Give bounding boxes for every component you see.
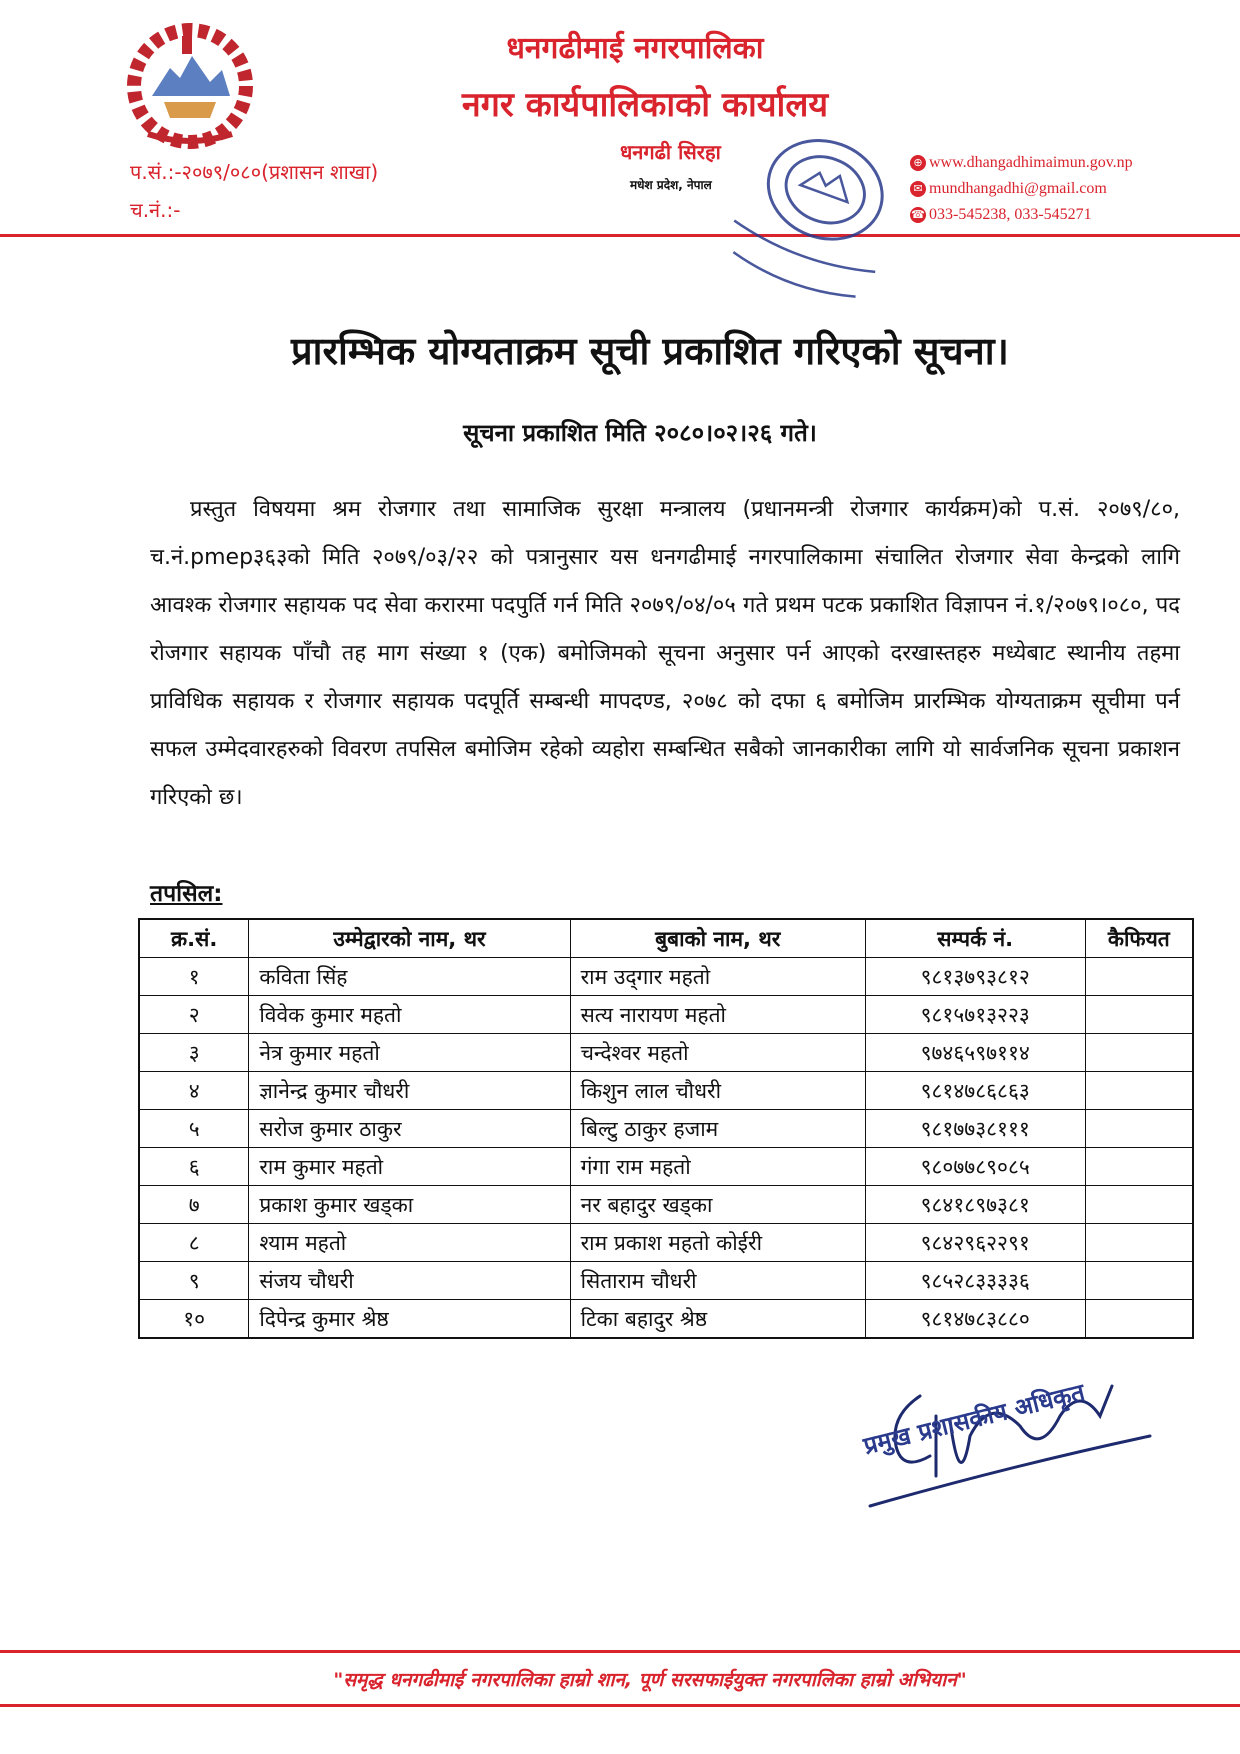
header-remarks: कैफियत	[1085, 919, 1193, 958]
office-stamp	[700, 118, 930, 318]
cell-serial: ४	[139, 1072, 249, 1110]
cell-serial: ८	[139, 1224, 249, 1262]
cell-serial: ६	[139, 1148, 249, 1186]
cell-candidate-name: श्याम महतो	[249, 1224, 570, 1262]
footer-slogan: "समृद्ध धनगढीमाई नगरपालिका हाम्रो शान, पूर्ण सरसफाईयुक्त नगरपालिका हाम्रो अभियान"	[333, 1669, 967, 1691]
cell-serial: २	[139, 996, 249, 1034]
cell-contact-no: ९८१४७८६८६३	[865, 1072, 1085, 1110]
cell-serial: ५	[139, 1110, 249, 1148]
cell-remarks	[1085, 958, 1193, 996]
cell-contact-no: ९८१३७९३८१२	[865, 958, 1085, 996]
table-row	[139, 958, 1193, 996]
published-date: सूचना प्रकाशित मिति २०८०।०२।२६ गते।	[463, 419, 817, 447]
cell-serial: ३	[139, 1034, 249, 1072]
cell-candidate-name: प्रकाश कुमार खड्का	[249, 1186, 570, 1224]
cell-remarks	[1085, 1148, 1193, 1186]
table-row	[139, 1186, 1193, 1224]
office-place: धनगढी सिरहा	[620, 140, 721, 164]
cell-remarks	[1085, 1224, 1193, 1262]
cell-father-name: किशुन लाल चौधरी	[570, 1072, 865, 1110]
header-father-name: बुबाको नाम, थर	[570, 919, 865, 958]
notice-body: प्रस्तुत विषयमा श्रम रोजगार तथा सामाजिक सुरक्षा मन्त्रालय (प्रधानमन्त्री रोजगार कार्यक्रम)को प.सं. २०७९/८०, च.नं.pmep३६३को मिति २०७९/०३/२२ को पत्रानुसार यस धनगढीमाई नगरपालिकामा संचालित रोजगार सेवा केन्द्रको लागि आवश्क रोजगार सहायक पद सेवा करारमा पदपुर्ति गर्न मिति २०७९/०४/०५ गते प्रथम पटक प्रकाशित विज्ञापन नं.१/२०७९।०८०, पद रोजगार सहायक पाँचौ तह माग संख्या १ (एक) बमोजिमको सूचना अनुसार पर्न आएको दरखास्तहरु मध्येबाट स्थानीय तहमा प्राविधिक सहायक र रोजगार सहायक पदपूर्ति सम्बन्धी मापदण्ड, २०७८ को दफा ६ बमोजिम प्रारम्भिक योग्यताक्रम सूचीमा पर्न सफल उम्मेदवारहरुको विवरण तपसिल बमोजिम रहेको व्यहोरा सम्बन्धित सबैको जानकारीका लागि यो सार्वजनिक सूचना प्रकाशन गरिएको छ।	[150, 497, 1180, 810]
cell-candidate-name: दिपेन्द्र कुमार श्रेष्ठ	[249, 1300, 570, 1339]
cell-serial: ९	[139, 1262, 249, 1300]
header-divider	[0, 234, 1240, 237]
phone-text: 033-545238, 033-545271	[929, 206, 1092, 223]
cell-father-name: सत्य नारायण महतो	[570, 996, 865, 1034]
cell-contact-no: ९७४६५९७११४	[865, 1034, 1085, 1072]
email-text: mundhangadhi@gmail.com	[929, 180, 1107, 197]
cell-contact-no: ९८१४७८३८८०	[865, 1300, 1085, 1339]
cell-candidate-name: सरोज कुमार ठाकुर	[249, 1110, 570, 1148]
table-row	[139, 1110, 1193, 1148]
cell-contact-no: ९८१५७१३२२३	[865, 996, 1085, 1034]
cell-father-name: बिल्टु ठाकुर हजाम	[570, 1110, 865, 1148]
cell-contact-no: ९८१७७३८१११	[865, 1110, 1085, 1148]
phone-icon: ☎	[911, 209, 925, 222]
cell-remarks	[1085, 1072, 1193, 1110]
cell-serial: १०	[139, 1300, 249, 1339]
website-text: www.dhangadhimaimun.gov.np	[929, 154, 1133, 171]
cell-contact-no: ९८०७७८९०८५	[865, 1148, 1085, 1186]
cell-father-name: नर बहादुर खड्का	[570, 1186, 865, 1224]
cell-candidate-name: ज्ञानेन्द्र कुमार चौधरी	[249, 1072, 570, 1110]
cell-father-name: गंगा राम महतो	[570, 1148, 865, 1186]
cell-remarks	[1085, 996, 1193, 1034]
notice-title: प्रारम्भिक योग्यताक्रम सूची प्रकाशित गरिएको सूचना।	[291, 329, 1009, 373]
cell-contact-no: ९८४१८९७३८१	[865, 1186, 1085, 1224]
header-serial: क्र.सं.	[139, 919, 249, 958]
candidate-table	[138, 918, 1194, 1339]
cell-remarks	[1085, 1034, 1193, 1072]
cell-remarks	[1085, 1262, 1193, 1300]
table-row	[139, 1034, 1193, 1072]
table-header-row	[139, 919, 1193, 958]
table-row	[139, 1300, 1193, 1339]
cell-candidate-name: कविता सिंह	[249, 958, 570, 996]
cell-remarks	[1085, 1186, 1193, 1224]
office-name: नगर कार्यपालिकाको कार्यालय	[461, 85, 829, 125]
footer-divider-bottom	[0, 1704, 1240, 1707]
tapsil-label: तपसिल:	[150, 881, 223, 907]
cell-father-name: राम प्रकाश महतो कोईरी	[570, 1224, 865, 1262]
cell-serial: १	[139, 958, 249, 996]
table-row	[139, 1072, 1193, 1110]
reference-number: प.सं.:-२०७९/०८०(प्रशासन शाखा)	[130, 160, 379, 184]
cell-candidate-name: विवेक कुमार महतो	[249, 996, 570, 1034]
cell-father-name: टिका बहादुर श्रेष्ठ	[570, 1300, 865, 1339]
header-contact-no: सम्पर्क नं.	[865, 919, 1085, 958]
contact-email	[910, 180, 1107, 198]
header-candidate-name: उम्मेद्वारको नाम, थर	[249, 919, 570, 958]
table-row	[139, 1148, 1193, 1186]
signatory-designation: प्रमुख प्रशासकीय अधिकृत	[860, 1378, 1088, 1461]
cell-remarks	[1085, 1110, 1193, 1148]
globe-icon: ⊕	[910, 155, 926, 171]
contact-website	[910, 154, 1133, 172]
cell-candidate-name: राम कुमार महतो	[249, 1148, 570, 1186]
cell-contact-no: ९८५२८३३३३६	[865, 1262, 1085, 1300]
cell-candidate-name: नेत्र कुमार महतो	[249, 1034, 570, 1072]
footer-divider-top	[0, 1650, 1240, 1653]
cell-contact-no: ९८४२९६२२९१	[865, 1224, 1085, 1262]
cell-remarks	[1085, 1300, 1193, 1339]
cell-father-name: सिताराम चौधरी	[570, 1262, 865, 1300]
chalani-number: च.नं.:-	[130, 198, 181, 222]
table-row	[139, 1224, 1193, 1262]
cell-serial: ७	[139, 1186, 249, 1224]
table-row	[139, 996, 1193, 1034]
table-row	[139, 1262, 1193, 1300]
office-province: मधेश प्रदेश, नेपाल	[630, 178, 712, 192]
org-name: धनगढीमाई नगरपालिका	[506, 31, 764, 66]
cell-candidate-name: संजय चौधरी	[249, 1262, 570, 1300]
cell-father-name: चन्देश्वर महतो	[570, 1034, 865, 1072]
cell-father-name: राम उद्‌गार महतो	[570, 958, 865, 996]
mail-icon: ✉	[910, 181, 926, 197]
contact-phone	[910, 206, 1092, 224]
